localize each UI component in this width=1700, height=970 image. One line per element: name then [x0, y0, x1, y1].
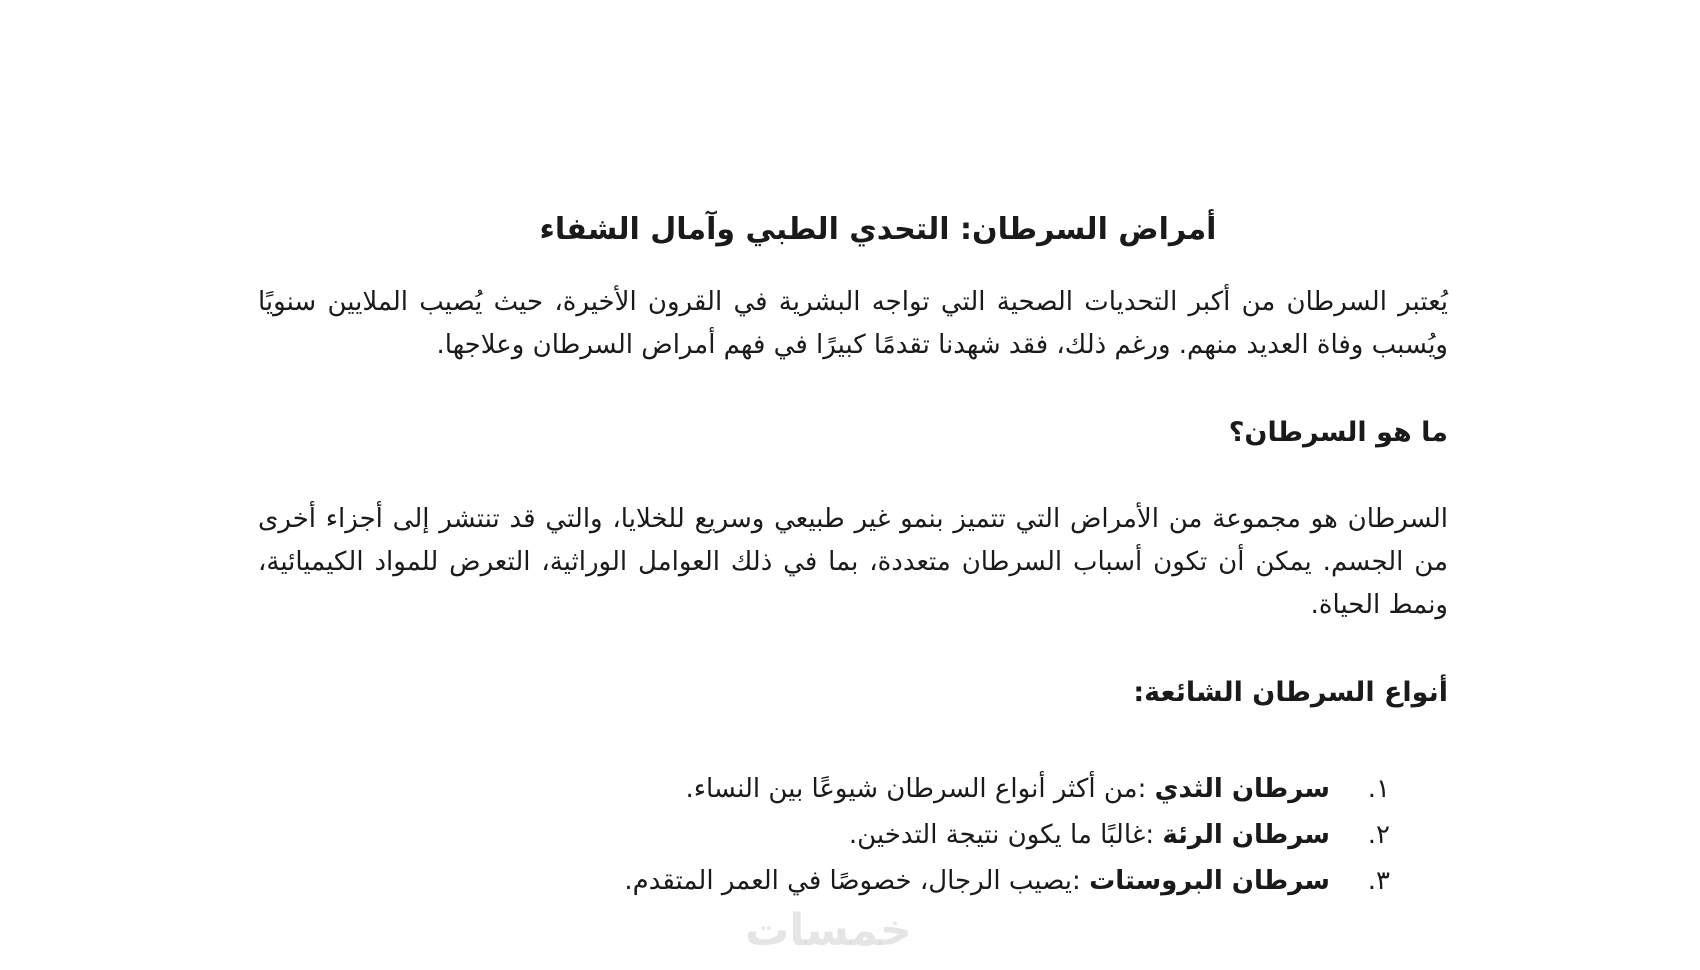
list-item-number: ٢. — [1367, 820, 1390, 850]
list-item-description: :غالبًا ما يكون نتيجة التدخين. — [848, 820, 1155, 850]
list-item-description: :من أكثر أنواع السرطان شيوعًا بين النساء. — [685, 774, 1147, 804]
document-content — [258, 205, 1448, 904]
list-item-body — [686, 766, 1331, 812]
list-item-body — [849, 812, 1330, 858]
document-title: أمراض السرطان: التحدي الطبي وآمال الشفاء — [539, 212, 1217, 247]
list-item — [258, 812, 1448, 858]
cancer-types-list — [258, 766, 1448, 904]
list-item-number: ١. — [1367, 774, 1390, 804]
list-item-description: :يصيب الرجال، خصوصًا في العمر المتقدم. — [624, 866, 1081, 896]
list-item-body — [624, 858, 1330, 904]
intro-paragraph: يُعتبر السرطان من أكبر التحديات الصحية التي تواجه البشرية في القرون الأخيرة، حيث يُصيب الملايين سنويًا ويُسبب وفاة العديد منهم. ورغم ذلك، فقد شهدنا تقدمًا كبيرًا في فهم أمراض السرطان وعلاجها. — [258, 287, 1448, 360]
definition-paragraph: السرطان هو مجموعة من الأمراض التي تتميز بنمو غير طبيعي وسريع للخلايا، والتي قد تنتشر إلى أجزاء أخرى من الجسم. يمكن أن تكون أسباب السرطان متعددة، بما في ذلك العوامل الوراثية، التعرض للمواد الكيميائية، ونمط الحياة. — [258, 504, 1448, 620]
list-item — [258, 858, 1448, 904]
list-item-name: سرطان البروستات — [1089, 866, 1330, 896]
list-item — [258, 766, 1448, 812]
list-item-number: ٣. — [1367, 866, 1390, 896]
list-item-name: سرطان الثدي — [1154, 774, 1330, 804]
section-heading-common-types: أنواع السرطان الشائعة: — [1133, 677, 1448, 708]
watermark-logo: خمسات — [745, 905, 912, 956]
section-heading-what-is-cancer: ما هو السرطان؟ — [1228, 417, 1448, 448]
list-item-name: سرطان الرئة — [1162, 820, 1330, 850]
